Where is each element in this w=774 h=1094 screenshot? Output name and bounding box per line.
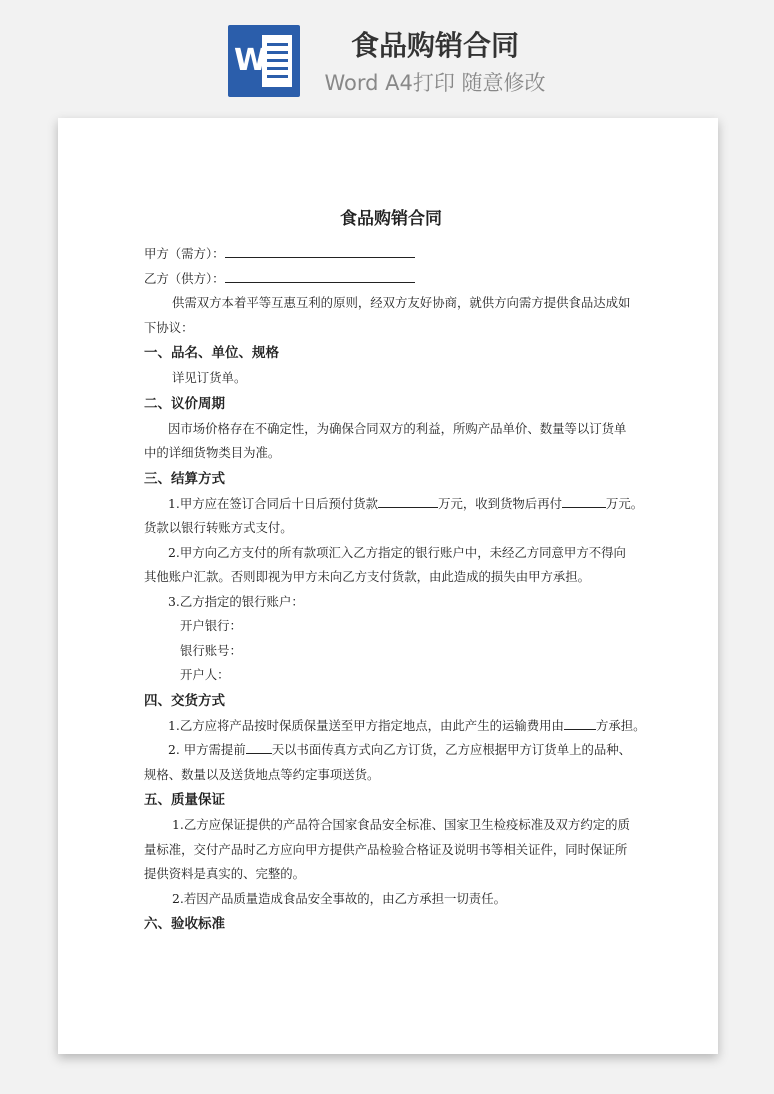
- freight-party-blank: [564, 716, 596, 730]
- section-1-heading: 一、品名、单位、规格: [144, 345, 279, 361]
- section-5-clause-1: 1.乙方应保证提供的产品符合国家食品安全标准、国家卫生检疫标准及双方约定的质量标准，交付产品时乙方应向甲方提供产品检验合格证及说明书等相关证件，同时保证所提供资料是真实的、完整的。: [144, 817, 630, 881]
- balance-payment-blank: [562, 494, 606, 508]
- party-b-label: 乙方（供方）：: [144, 270, 225, 286]
- bank-name-line: 开户银行：: [180, 618, 242, 633]
- order-clause-text-b: 天以书面传真方式向乙方订货，乙方应根据甲方订货单上的品种、: [271, 742, 632, 757]
- party-a-blank: [225, 244, 415, 258]
- document-content: [144, 206, 646, 937]
- section-2-heading: 二、议价周期: [144, 395, 225, 412]
- clause-1-text-b: 万元，收到货物后再付: [438, 495, 562, 511]
- section-6-heading: 六、验收标准: [144, 916, 225, 932]
- section-2-paragraph: 因市场价格存在不确定性，为确保合同双方的利益，所购产品单价、数量等以订货单中的详细货物类目为准。: [144, 420, 627, 460]
- bank-account-line: 银行账号：: [180, 642, 242, 658]
- document-page: [58, 118, 718, 1054]
- banner-subtitle: Word A4打印 随意修改: [324, 71, 546, 95]
- account-holder-line: 开户人：: [180, 667, 230, 682]
- party-b-blank: [225, 269, 415, 283]
- section-3-clause-3: 3.乙方指定的银行账户：: [168, 593, 304, 609]
- section-4-heading: 四、交货方式: [144, 692, 225, 709]
- section-3-clause-1: [144, 492, 644, 517]
- section-4-clause-1: [144, 714, 646, 739]
- section-4-clause-2-cont: 规格、数量以及送货地点等约定事项送货。: [144, 766, 380, 782]
- party-a-line: [144, 242, 638, 267]
- header-banner: [0, 0, 774, 110]
- intro-paragraph: 供需双方本着平等互惠互利的原则，经双方友好协商，就供方向需方提供食品达成如下协议：: [144, 295, 631, 335]
- delivery-clause-text-b: 方承担。: [595, 717, 646, 733]
- section-3-clause-1-cont: 货款以银行转账方式支付。: [144, 520, 293, 535]
- party-a-label: 甲方（需方）：: [144, 246, 225, 261]
- order-clause-text-a: 2. 甲方需提前: [168, 742, 246, 757]
- clause-1-text-c: 万元。: [605, 495, 644, 511]
- days-ahead-blank: [246, 740, 272, 754]
- clause-1-text-a: 1.甲方应在签订合同后十日后预付货款: [168, 495, 379, 511]
- section-1-paragraph: 详见订货单。: [172, 370, 247, 385]
- word-logo-icon: [228, 25, 300, 97]
- delivery-clause-text-a: 1.乙方应将产品按时保质保量送至甲方指定地点，由此产生的运输费用由: [168, 717, 564, 733]
- section-4-clause-2: [144, 738, 638, 763]
- section-5-heading: 五、质量保证: [144, 792, 225, 808]
- banner-title: 食品购销合同: [350, 29, 519, 62]
- section-3-heading: 三、结算方式: [144, 470, 225, 487]
- section-3-clause-2: 2.甲方向乙方支付的所有款项汇入乙方指定的银行账户中，未经乙方同意甲方不得向其他账户汇款。否则即视为甲方未向乙方支付货款，由此造成的损失由甲方承担。: [144, 544, 626, 584]
- document-title: 食品购销合同: [340, 209, 442, 229]
- prepayment-blank: [378, 494, 438, 508]
- section-5-clause-2: 2.若因产品质量造成食品安全事故的，由乙方承担一切责任。: [172, 890, 506, 906]
- logo-letter: W: [234, 43, 268, 78]
- party-b-line: [144, 267, 638, 292]
